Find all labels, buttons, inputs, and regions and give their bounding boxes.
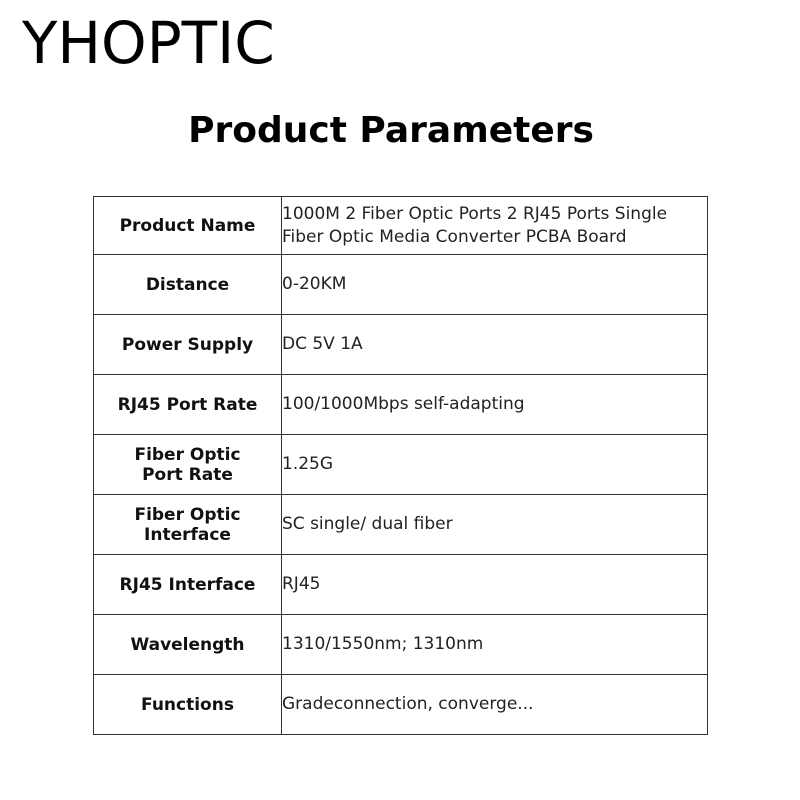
param-value: 0-20KM — [282, 255, 708, 315]
param-value: 1.25G — [282, 435, 708, 495]
table-row — [94, 675, 708, 735]
param-value: 1310/1550nm; 1310nm — [282, 615, 708, 675]
param-value: DC 5V 1A — [282, 315, 708, 375]
table-row — [94, 615, 708, 675]
param-label: RJ45 Interface — [94, 555, 282, 615]
param-label: RJ45 Port Rate — [94, 375, 282, 435]
table-row — [94, 315, 708, 375]
param-value: 100/1000Mbps self-adapting — [282, 375, 708, 435]
param-label: Product Name — [94, 197, 282, 255]
param-label: Functions — [94, 675, 282, 735]
table-row — [94, 495, 708, 555]
param-value: Gradeconnection, converge... — [282, 675, 708, 735]
param-value: SC single/ dual fiber — [282, 495, 708, 555]
table-row — [94, 435, 708, 495]
table-row — [94, 197, 708, 255]
param-label: Wavelength — [94, 615, 282, 675]
param-value: 1000M 2 Fiber Optic Ports 2 RJ45 Ports Single Fiber Optic Media Converter PCBA Board — [282, 197, 708, 255]
param-label: Distance — [94, 255, 282, 315]
param-value: RJ45 — [282, 555, 708, 615]
param-label: Power Supply — [94, 315, 282, 375]
page-title: Product Parameters — [188, 110, 594, 151]
table-row — [94, 375, 708, 435]
param-label: Fiber Optic Port Rate — [94, 435, 282, 495]
table-row — [94, 555, 708, 615]
param-label: Fiber Optic Interface — [94, 495, 282, 555]
table-row — [94, 255, 708, 315]
parameters-table — [93, 196, 708, 735]
brand-logo-text: YHOPTIC — [22, 9, 275, 77]
